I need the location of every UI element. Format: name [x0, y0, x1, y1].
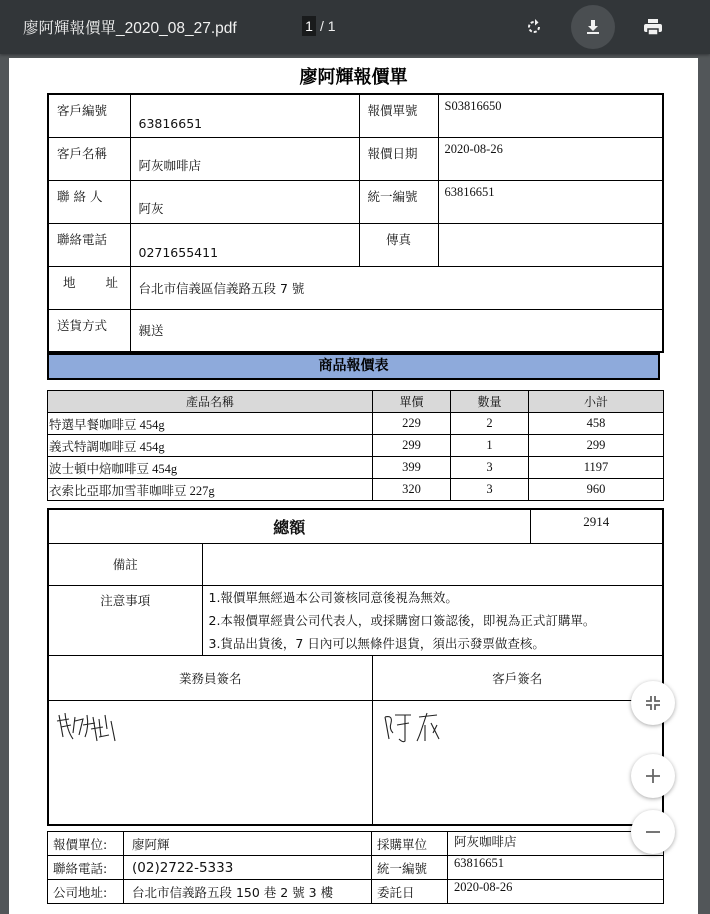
product-qty: 3 [451, 479, 529, 501]
product-qty: 2 [451, 413, 529, 435]
footer-address-label: 公司地址: [48, 880, 124, 904]
customer-name-value: 阿灰咖啡店 [130, 137, 359, 180]
customer-info-table [47, 93, 664, 353]
fax-label: 傳真 [359, 223, 438, 266]
address-value: 台北市信義區信義路五段 7 號 [130, 266, 663, 309]
customer-no-value: 63816651 [130, 94, 359, 137]
fit-to-page-icon [644, 694, 662, 712]
quote-no-value: S03816650 [438, 94, 663, 137]
sales-signature-box [48, 700, 372, 825]
product-name: 波士頓中焙咖啡豆 454g [48, 457, 373, 479]
print-button[interactable] [631, 5, 675, 49]
plus-icon [644, 767, 662, 785]
total-label: 總額 [48, 509, 530, 543]
customer-name-label: 客戶名稱 [48, 137, 130, 180]
quote-date-label: 報價日期 [359, 137, 438, 180]
delivery-label: 送貨方式 [48, 309, 130, 352]
address-label [48, 266, 130, 309]
product-subtotal: 299 [529, 435, 664, 457]
remarks-label: 備註 [48, 543, 202, 585]
note-line-3: 3.貨品出貨後，7 日內可以無條件退貨，須出示發票做查核。 [208, 635, 545, 651]
phone-value: 0271655411 [130, 223, 359, 266]
footer-phone-label: 聯絡電話: [48, 856, 124, 880]
table-row [48, 413, 664, 435]
contact-value: 阿灰 [130, 180, 359, 223]
document-title: 廖阿輝報價單 [299, 67, 408, 88]
rotate-button[interactable] [512, 5, 556, 49]
product-section-title: 商品報價表 [47, 353, 660, 380]
total-value: 2914 [530, 509, 663, 543]
note-line-1: 1.報價單無經過本公司簽核同意後視為無效。 [208, 589, 458, 605]
zoom-out-button[interactable] [631, 810, 675, 854]
minus-icon [644, 823, 662, 841]
footer-tax-id-label: 統一編號 [372, 856, 448, 880]
phone-label: 聯絡電話 [48, 223, 130, 266]
footer-date-label: 委託日 [372, 880, 448, 904]
tax-id-label: 統一編號 [359, 180, 438, 223]
footer-quote-unit-label: 報價單位: [48, 832, 124, 856]
table-row [48, 479, 664, 501]
footer-quote-unit: 廖阿輝 [124, 832, 372, 856]
pdf-page [9, 58, 698, 914]
fax-value [438, 223, 663, 266]
product-price: 399 [373, 457, 451, 479]
tax-id-value: 63816651 [438, 180, 663, 223]
customer-signature-box [372, 700, 663, 825]
delivery-value: 親送 [130, 309, 663, 352]
product-qty: 3 [451, 457, 529, 479]
customer-signature-label: 客戶簽名 [372, 655, 663, 700]
product-name: 衣索比亞耶加雪菲咖啡豆 227g [48, 479, 373, 501]
product-subtotal: 1197 [529, 457, 664, 479]
footer-buyer-label: 採購單位 [372, 832, 448, 856]
header-unit-price: 單價 [373, 391, 451, 413]
sales-signature-label: 業務員簽名 [48, 655, 372, 700]
file-name: 廖阿輝報價單_2020_08_27.pdf [23, 20, 237, 37]
product-subtotal: 458 [529, 413, 664, 435]
address-label-char-1: 地 [63, 274, 76, 290]
product-table [47, 390, 664, 501]
header-product-name: 產品名稱 [48, 391, 373, 413]
contact-label: 聯 絡 人 [48, 180, 130, 223]
header-subtotal: 小計 [529, 391, 664, 413]
customer-no-label: 客戶編號 [48, 94, 130, 137]
table-row [48, 457, 664, 479]
page-number-input[interactable]: 1 [302, 16, 316, 36]
remarks-value [202, 543, 663, 585]
quote-date-value: 2020-08-26 [438, 137, 663, 180]
zoom-in-button[interactable] [631, 754, 675, 798]
table-row [48, 435, 664, 457]
address-label-char-2: 址 [105, 274, 119, 290]
page-count: / 1 [320, 18, 336, 34]
product-subtotal: 960 [529, 479, 664, 501]
printer-icon [642, 17, 664, 37]
product-qty: 1 [451, 435, 529, 457]
notes-box [202, 585, 663, 655]
product-price: 229 [373, 413, 451, 435]
footer-tax-id: 63816651 [448, 856, 664, 880]
download-button[interactable] [571, 5, 615, 49]
footer-address: 台北市信義路五段 150 巷 2 號 3 樓 [124, 880, 372, 904]
footer-phone: (02)2722-5333 [124, 856, 372, 880]
viewer-toolbar [0, 0, 710, 54]
product-name: 義式特調咖啡豆 454g [48, 435, 373, 457]
notes-label: 注意事項 [48, 585, 202, 655]
product-header-row [48, 391, 664, 413]
footer-date: 2020-08-26 [448, 880, 664, 904]
download-icon [583, 17, 603, 37]
rotate-icon [524, 17, 544, 37]
product-price: 320 [373, 479, 451, 501]
product-name: 特選早餐咖啡豆 454g [48, 413, 373, 435]
customer-signature [381, 707, 461, 747]
footer-buyer-unit: 阿灰咖啡店 [448, 832, 664, 856]
footer-table [47, 831, 664, 904]
fit-page-button[interactable] [631, 681, 675, 725]
product-price: 299 [373, 435, 451, 457]
note-line-2: 2.本報價單經貴公司代表人，或採購窗口簽認後，即視為正式訂購單。 [208, 612, 596, 628]
quote-no-label: 報價單號 [359, 94, 438, 137]
sales-signature [53, 707, 133, 747]
header-quantity: 數量 [451, 391, 529, 413]
summary-table [47, 508, 664, 826]
